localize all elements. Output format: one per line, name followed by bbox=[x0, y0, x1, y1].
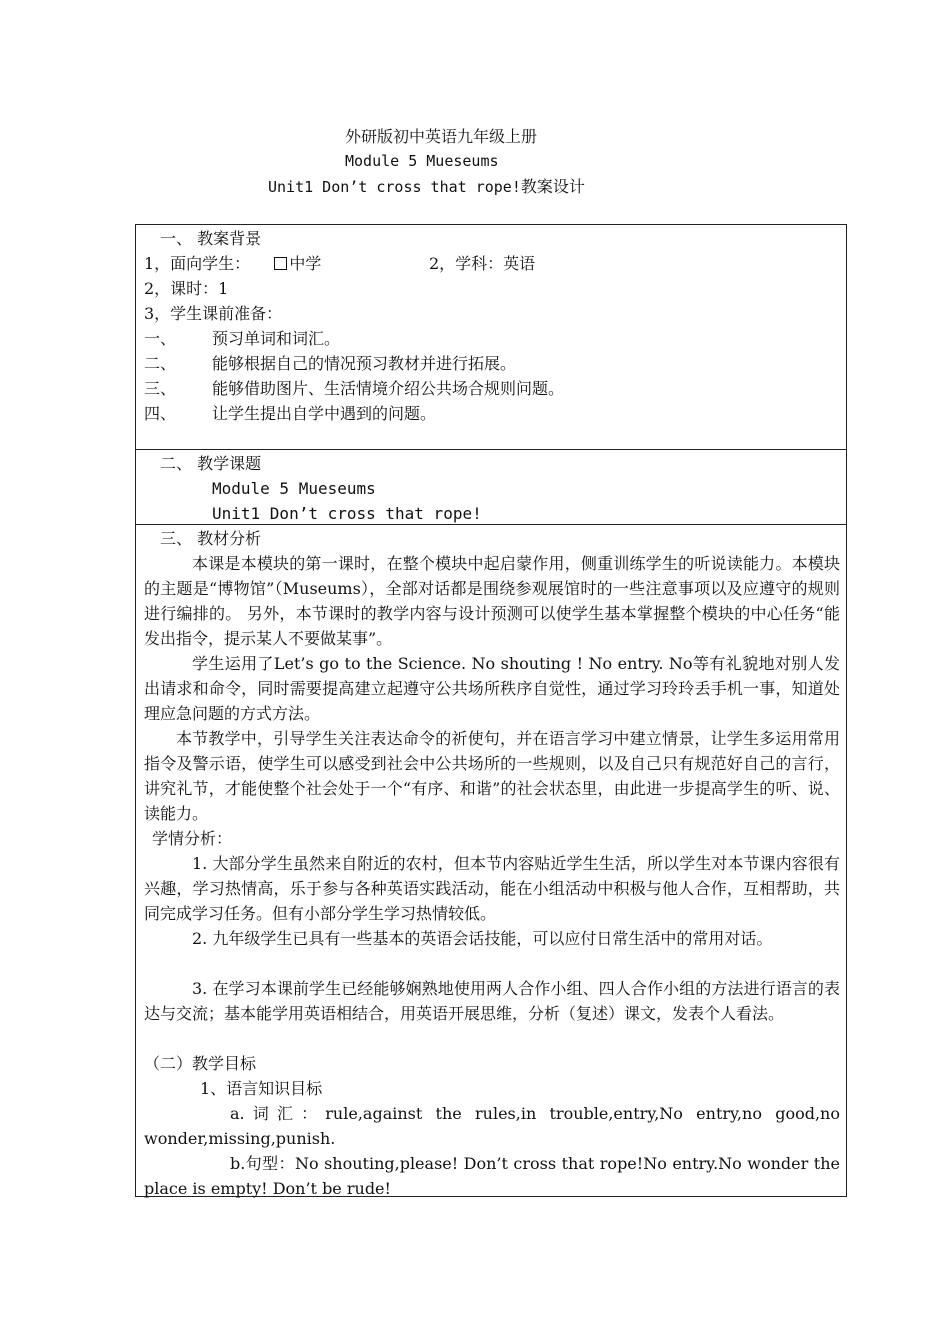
audience-row bbox=[144, 251, 321, 276]
section-analysis bbox=[136, 524, 846, 1196]
student-analysis-item: 2. 九年级学生已具有一些基本的英语会话技能，可以应付日常生活中的常用对话。 bbox=[192, 929, 773, 948]
subject-line: 2，学科：英语 bbox=[429, 254, 536, 273]
prep-item-text: 能够根据自己的情况预习教材并进行拓展。 bbox=[212, 354, 517, 373]
audience-value: 中学 bbox=[289, 254, 322, 273]
lesson-plan-table bbox=[135, 224, 847, 1197]
goals-label: （二）教学目标 bbox=[144, 1054, 257, 1073]
section2-heading: 二、 教学课题 bbox=[160, 454, 262, 473]
section3-heading: 三、 教材分析 bbox=[160, 529, 262, 548]
periods-line: 2，课时：1 bbox=[144, 279, 229, 298]
section-background bbox=[136, 225, 846, 449]
goal1-label: 1、语言知识目标 bbox=[200, 1079, 323, 1098]
title-line-2: Module 5 Mueseums bbox=[345, 152, 499, 170]
prep-item-num: 二、 bbox=[144, 354, 177, 373]
prep-item-num: 一、 bbox=[144, 329, 177, 348]
student-analysis-label: 学情分析： bbox=[152, 829, 233, 848]
prep-item-num: 四、 bbox=[144, 404, 177, 423]
analysis-paragraph: 本课是本模块的第一课时，在整个模块中起启蒙作用，侧重训练学生的听说读能力。本模块的主题是“博物馆”（Museums），全部对话都是围绕参观展馆时的一些注意事项以及应遵守的规则进行编排的。 另外，本节课时的教学内容与设计预测可以使学生基本掌握整个模块的中心任务“能发出指令，提示某人不要做某事”。 bbox=[144, 554, 840, 648]
section-topic bbox=[136, 449, 846, 524]
section1-heading: 一、 教案背景 bbox=[160, 229, 262, 248]
sentence-patterns-line: b.句型：No shouting,please! Don’t cross that rope!No entry.No wonder the place is empty! Don’t be rude! bbox=[144, 1154, 840, 1198]
title-line-1: 外研版初中英语九年级上册 bbox=[345, 127, 538, 146]
topic-module: Module 5 Mueseums bbox=[212, 479, 376, 498]
student-analysis-item: 1. 大部分学生虽然来自附近的农村，但本节内容贴近学生生活，所以学生对本节课内容很有兴趣，学习热情高，乐于参与各种英语实践活动，能在小组活动中积极与他人合作，互相帮助，共同完成学习任务。但有小部分学生学习热情较低。 bbox=[144, 854, 840, 923]
prep-item-text: 让学生提出自学中遇到的问题。 bbox=[212, 404, 437, 423]
title-unit: Unit1 Don’t cross that rope! bbox=[268, 178, 521, 196]
title-line-3 bbox=[268, 174, 585, 200]
audience-label: 1，面向学生： bbox=[144, 254, 251, 273]
vocabulary-line: a.词汇：rule,against the rules,in trouble,entry,No entry,no good,no wonder,missing,punish. bbox=[144, 1104, 840, 1148]
topic-unit: Unit1 Don’t cross that rope! bbox=[212, 504, 482, 523]
prep-label: 3，学生课前准备： bbox=[144, 304, 283, 323]
analysis-paragraph: 本节教学中，引导学生关注表达命令的祈使句，并在语言学习中建立情景，让学生多运用常用指令及警示语，使学生可以感受到社会中公共场所的一些规则，以及自己只有规范好自己的言行，讲究礼节，才能使整个社会处于一个“有序、和谐”的社会状态里，由此进一步提高学生的听、说、读能力。 bbox=[144, 729, 840, 823]
student-analysis-item: 3. 在学习本课前学生已经能够娴熟地使用两人合作小组、四人合作小组的方法进行语言的表达与交流；基本能学用英语相结合，用英语开展思维，分析（复述）课文，发表个人看法。 bbox=[144, 979, 840, 1023]
prep-item-text: 预习单词和词汇。 bbox=[212, 329, 341, 348]
analysis-paragraph: 学生运用了Let’s go to the Science. No shouting ! No entry. No等有礼貌地对别人发出请求和命令，同时需要提高建立起遵守公共场所秩序自觉性，通过学习玲玲丢手机一事，知道处理应急问题的方式方法。 bbox=[144, 654, 840, 723]
checkbox-icon[interactable] bbox=[274, 257, 287, 270]
prep-item-num: 三、 bbox=[144, 379, 177, 398]
title-suffix: 教案设计 bbox=[520, 177, 585, 196]
prep-item-text: 能够借助图片、生活情境介绍公共场合规则问题。 bbox=[212, 379, 565, 398]
